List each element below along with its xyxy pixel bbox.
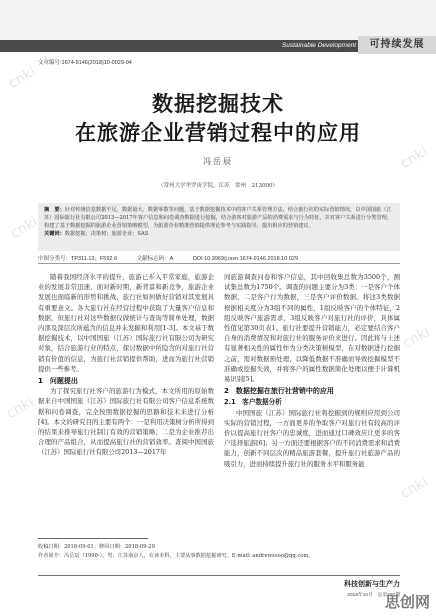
background-watermark-mark: cnki — [3, 393, 37, 423]
header-tag: 可持续发展 — [358, 36, 436, 54]
keywords-text: 数据挖掘；决策树；旅游企业；SAS — [64, 231, 149, 237]
footnote-author-bio: 作者简介：冯岳辰（1998-），男，江苏南京人，在读本科，主要从事数据挖掘研究。E-mail: andrewxsoo@qq.com。 — [38, 553, 314, 559]
body-paragraph: 间旅游调查问卷和客户信息，其中回收集总数为3500个，测试集总数为1750个。调查的问题主要分为3类：一是客户个体数据，二是客户行为数据，三是客户评价数据。将这3类数据根据相关度分为3组不同的属性，1组反映客户的个体特征，2组反映客户旅游需求，3组反映客户对旅行社的评价，具体属性值见第30页表1。旅行社要提升营销能力，必定要结合客户自身的消费情况和对旅行社的服务评价来进行。因此将与上述有显著相关性的属性作为分类决策树模型，在对数据进行挖掘之前，需对数据预处理，以降低数据不准确而导致挖掘模型不准确或挖掘失效，并将客户的属性数据简化处理以便于计算机易识别[5]。 — [224, 273, 400, 384]
document-code: 文献标志码：A — [136, 256, 174, 262]
background-watermark-mark: cnki — [399, 323, 433, 353]
meta-line — [38, 254, 400, 264]
footnote-rule — [38, 538, 148, 539]
abstract-paragraph — [44, 206, 394, 230]
body-column-right — [224, 272, 400, 469]
body-paragraph: 为了探究旅行社客户的旅游行为模式，本文所用的原始数据来自中国国旅（江苏）国际旅行社有限公司客户信息系统数据和问卷调查，完全按照数据挖掘的思路和技术来进行分析[4]。本文的研究目的主要有两个：一是利用决策树分析所得到的结果来推导旅行社制订有效的营销策略；二是为企业推荐出合理的产品组合，从而提高旅行社的营销效率。查阅中国国旅（江苏）国际旅行社有限公司2013—2017年 — [38, 387, 214, 457]
bottom-rule — [38, 575, 400, 576]
keywords-label: 关键词： — [44, 231, 65, 237]
subsection-heading-2-1: 2.1 客户数据分析 — [224, 398, 282, 407]
abstract-box — [38, 203, 400, 251]
background-watermark-mark: cnki — [5, 63, 39, 93]
author: 冯岳辰 — [203, 157, 233, 166]
background-watermark-mark: cnki — [397, 143, 431, 173]
clc-number: 中图分类号：TP311.13；F592.6 — [38, 256, 118, 262]
title-line-1: 数据挖掘技术 — [152, 92, 284, 116]
background-watermark-mark: cnki — [397, 473, 431, 503]
footer-journal-name: 科技创新与生产力 — [344, 580, 400, 588]
keywords-paragraph — [44, 230, 394, 238]
title-line-2: 在旅游企业营销过程中的应用 — [75, 121, 361, 145]
affiliation: （常州大学华罗庚学院，江苏 常州 213000） — [158, 183, 278, 189]
footnote-received: 收稿日期：2018-09-01；修回日期：2018-09-29 — [38, 544, 155, 550]
header-journal-en: Sustainable Development — [281, 42, 356, 49]
body-paragraph: 随着我国经济水平的提升，旅游已步入平常家庭，旅游企业的发展非常迅速，面对新时期，新背景和新竞争，旅游企业发展也面临新的形势和挑战，旅行社如何做好营销对其发展具有重要意义。各大旅行社在经营过程中获取了大量客户信息和数据，但旅行社对这些数据仅做统计与查询等简单处理，数据内部及深层次所蕴含的信息并未发掘和利用[1-3]。本文基于数据挖掘技术，以中国国旅（江苏）国际旅行社有限公司为研究对象，结合旅游行业的特点，探讨数据中所隐含的对旅行社营销有价值的信息，为旅行社营销提供帮助，进而为旅行社营销提供一些参考。 — [38, 273, 214, 373]
body-column-left — [38, 272, 214, 458]
footer-issue: 2018年10月 总第297期 — [347, 593, 400, 598]
abstract-text: 针对传统信息数据不足，数据量大、数据零散等问题，基于数据挖掘技术中的客户关系管理方法，结合旅行社的实际营销情况，以中国国旅（江苏）国际旅行社有限公司2013—2017年客户信息和问卷调查数据进行挖掘，结合游客对旅游产品的消费需求与行为特征，并对客户关系进行分类管理，构建了基于数据挖掘的旅游企业营销策略模型，为旅游企业精准营销提供理论参考与实践指导，提出相应的营销建议。 — [44, 207, 393, 229]
section-heading-1: 1 问题提出 — [38, 377, 78, 386]
background-watermark-mark: cnki — [7, 213, 41, 243]
abstract-label: 摘 要： — [44, 207, 65, 213]
article-number: 文章编号:1674-9146(2018)10-0029-04 — [38, 60, 132, 66]
site-watermark: 思创网 — [384, 593, 430, 611]
doi: DOI:10.3969/j.issn.1674-9146.2018.10.029 — [192, 256, 299, 262]
section-heading-2: 2 数据挖掘在旅行社营销中的应用 — [224, 387, 334, 396]
body-paragraph: 中国国旅（江苏）国际旅行社将挖掘到的规则应用到公司实际的营销过程，一方面更多的争取客户对旅行社有较高的评价以提高旅行社客户的忠诚度，进而通过口碑效应让更多的客户选择旅游[6]；另一方面还要根据客户的不同消费需求和消费能力，创新不同层次的精品旅游套餐，提升旅行社旅游产品的吸引力，进而持续提升旅行社的服务水平和服务能 — [224, 408, 400, 468]
